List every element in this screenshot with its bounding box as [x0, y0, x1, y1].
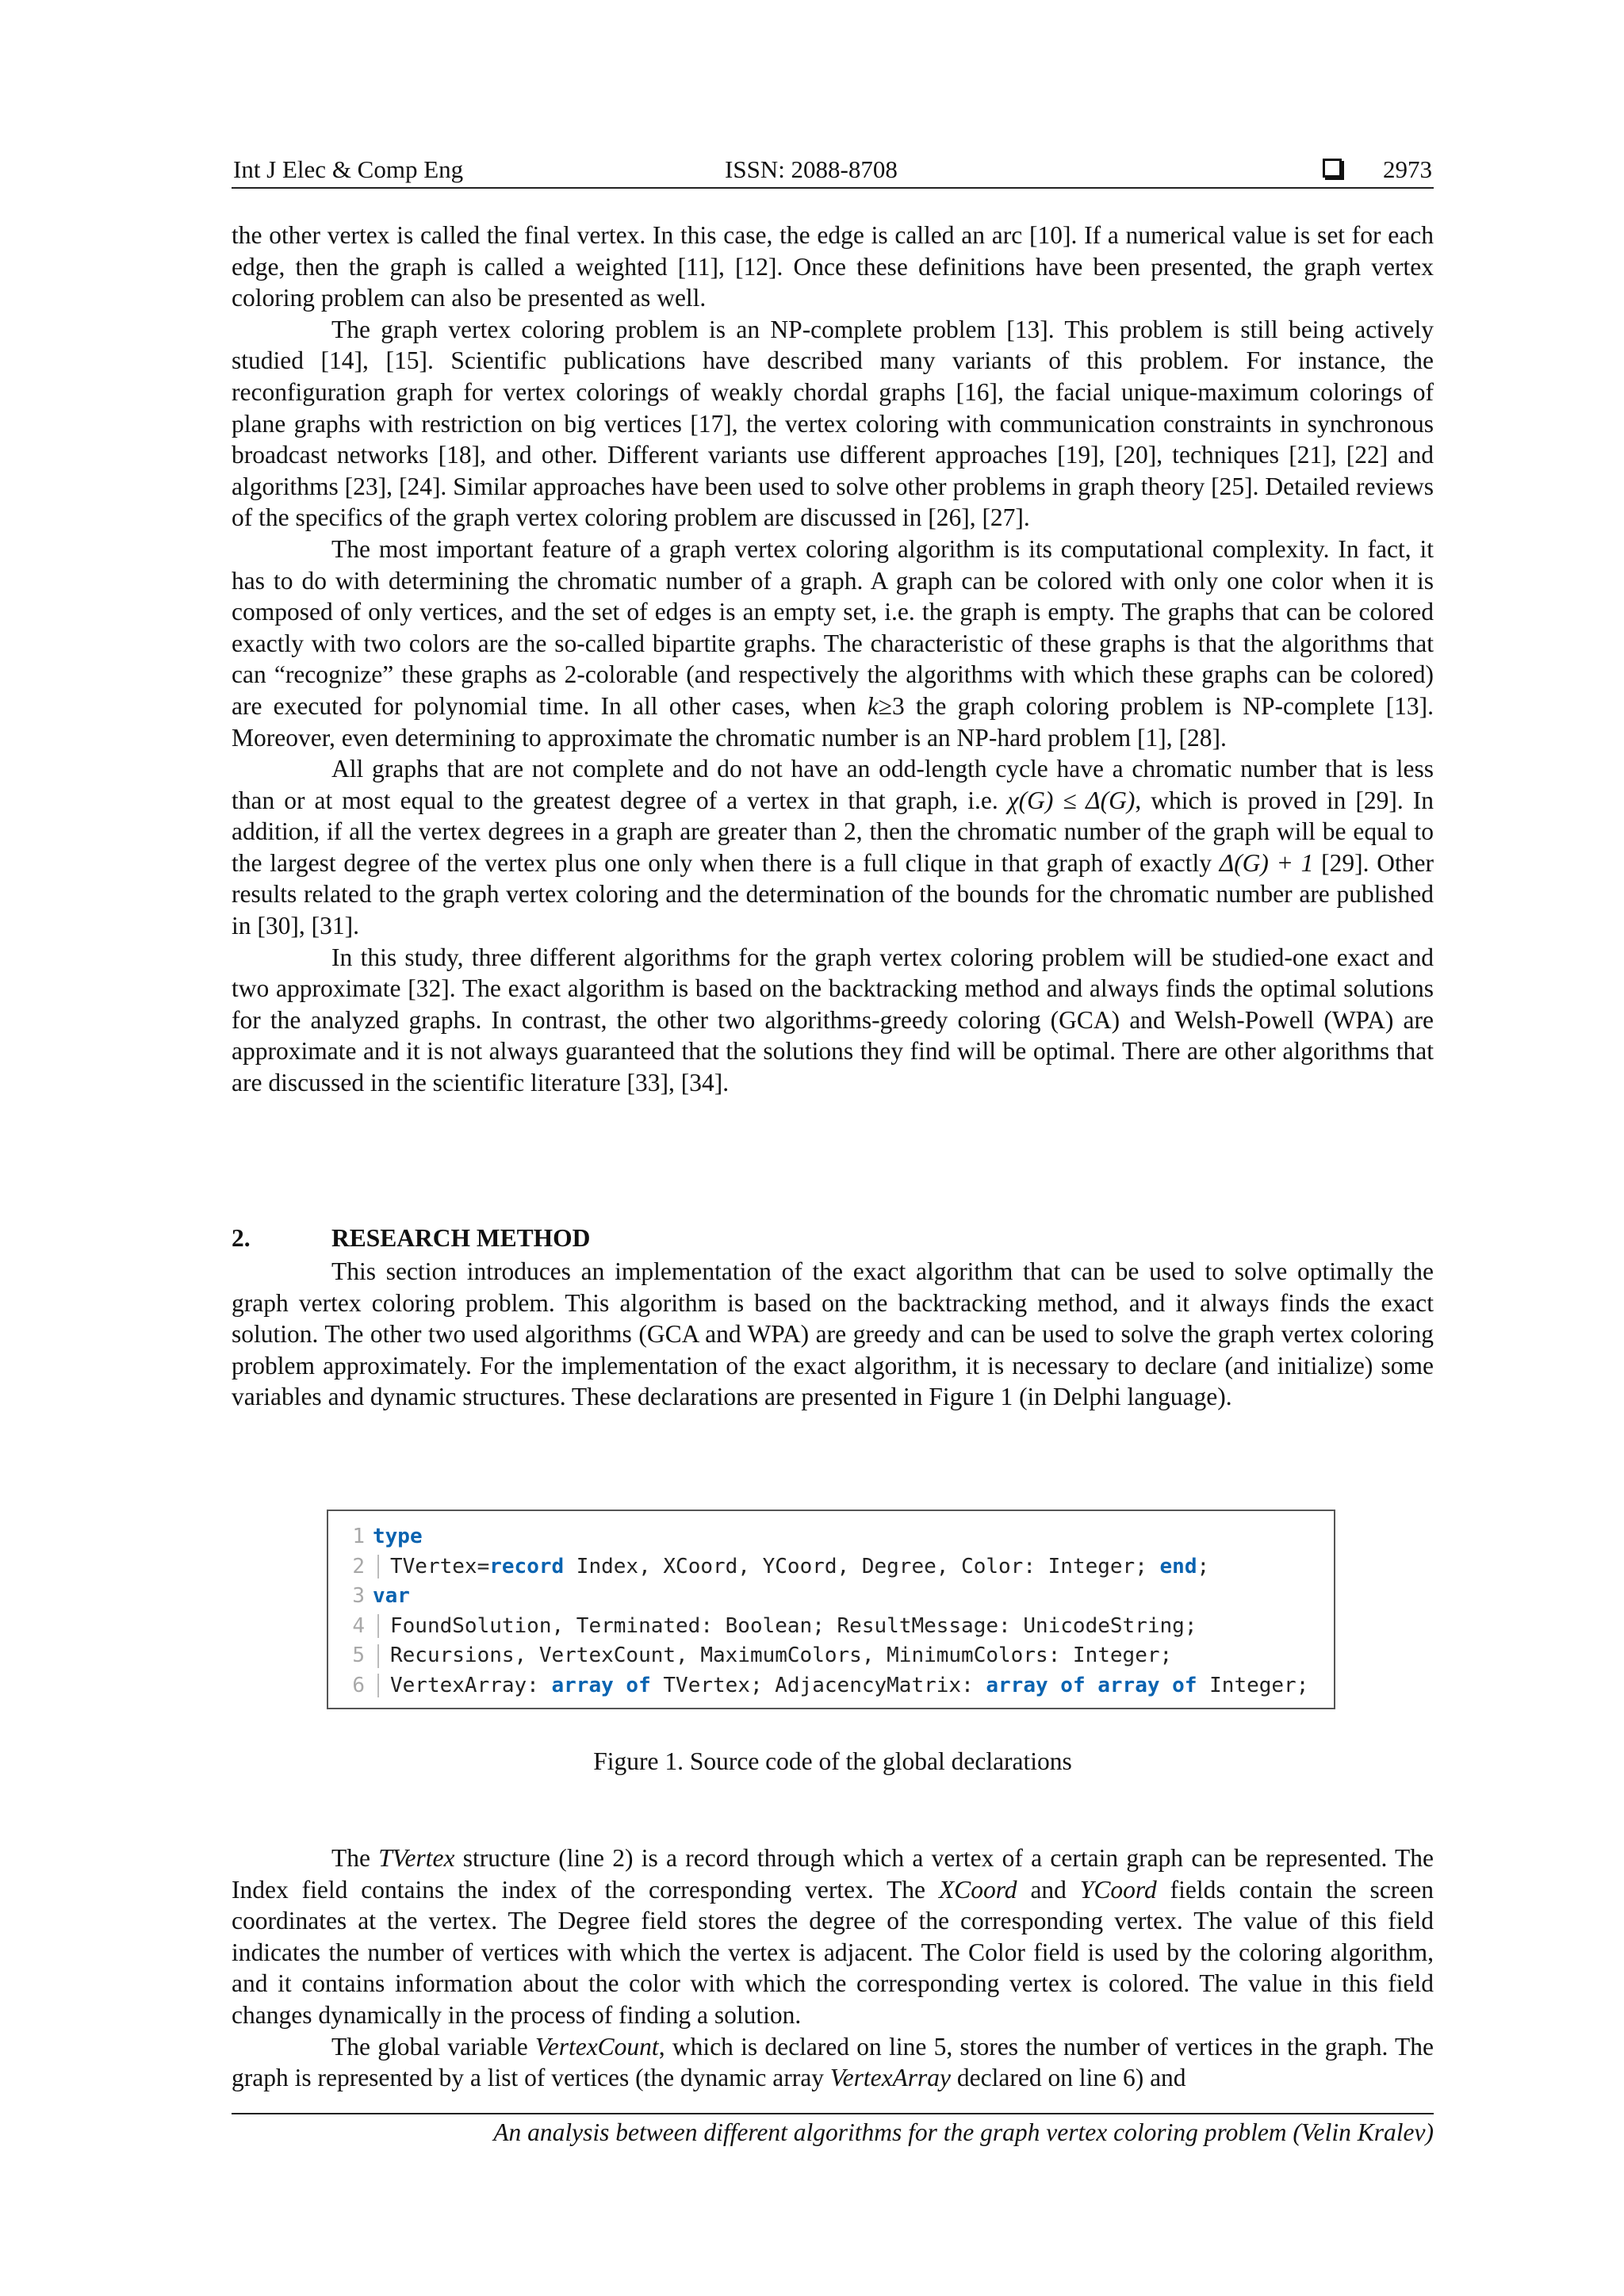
checkbox-square-icon [1323, 159, 1342, 178]
paragraph: The global variable VertexCount, which is declared on line 5, stores the number of vertices in the graph. The graph is represented by a list of vertices (the dynamic array VertexArray declared on line 6) and [232, 2032, 1434, 2092]
research-method-text [232, 1256, 1434, 1413]
code-explanation-text [232, 1843, 1434, 2094]
code-line-3: 3 var [352, 1584, 410, 1608]
running-header [232, 152, 1434, 189]
variable-k: k [867, 691, 879, 720]
footer-rule [232, 2113, 1434, 2114]
running-footer: An analysis between different algorithms for the graph vertex coloring problem (Velin Kralev) [493, 2118, 1434, 2146]
code-line-4: 4 FoundSolution, Terminated: Boolean; ResultMessage: UnicodeString; [352, 1613, 1197, 1638]
page-number: 2973 [1383, 155, 1432, 183]
paragraph: the other vertex is called the final vertex. In this case, the edge is called an arc [10]. If a numerical value is set for each edge, then the graph is called a weighted [11], [12]. Once these definitions have been presented, the graph vertex coloring problem can also be presented as well. [232, 221, 1434, 312]
issn: ISSN: 2088-8708 [725, 155, 898, 183]
section-title: RESEARCH METHOD [331, 1224, 591, 1252]
figure-caption: Figure 1. Source code of the global declarations [593, 1747, 1072, 1775]
code-line-2: 2 TVertex=record Index, XCoord, YCoord, Degree, Color: Integer; end; [352, 1554, 1210, 1578]
section-number: 2. [232, 1224, 251, 1252]
code-line-6: 6 VertexArray: array of TVertex; AdjacencyMatrix: array of array of Integer; [352, 1673, 1309, 1697]
paragraph: This section introduces an implementation of the exact algorithm that can be used to solve optimally the graph vertex coloring problem. This algorithm is based on the backtracking method, and it always finds the exact solution. The other two used algorithms (GCA and WPA) are greedy and can be used to solve the graph vertex coloring problem approximately. For the implementation of the exact algorithm, it is necessary to declare (and initialize) some variables and dynamic structures. These declarations are presented in Figure 1 (in Delphi language). [232, 1257, 1434, 1411]
introduction-text [232, 220, 1434, 1099]
formula-chromatic-bound: χ(G) ≤ Δ(G) [1007, 786, 1136, 814]
code-line-5: 5 Recursions, VertexCount, MaximumColors, MinimumColors: Integer; [352, 1644, 1173, 1667]
paragraph: All graphs that are not complete and do not have an odd-length cycle have a chromatic number that is less than or at most equal to the greatest degree of a vertex in that graph, i.e. χ(G) ≤ Δ(G), which is proved in [29]. In addition, if all the vertex degrees in a graph are greater than 2, then the chromatic number of the graph will be equal to the largest degree of the vertex plus one only when there is a full clique in that graph of exactly Δ(G) + 1 [29]. Other results related to the graph vertex coloring and the determination of the bounds for the chromatic number are published in [30], [31]. [232, 755, 1434, 940]
journal-name: Int J Elec & Comp Eng [233, 155, 464, 183]
paragraph: The most important feature of a graph vertex coloring algorithm is its computational complexity. In fact, it has to do with determining the chromatic number of a graph. A graph can be colored with only one color when it is composed of only vertices, and the set of edges is an empty set, i.e. the graph is empty. The graphs that can be colored exactly with two colors are the so-called bipartite graphs. The characteristic of these graphs is that the algorithms that can “recognize” these graphs as 2-colorable (and respectively the algorithms with which these graphs can be colored) are executed for polynomial time. In all other cases, when k≥3 the graph coloring problem is NP-complete [13]. Moreover, even determining to approximate the chromatic number is an NP-hard problem [1], [28]. [232, 534, 1434, 752]
paragraph: The graph vertex coloring problem is an NP-complete problem [13]. This problem is still being actively studied [14], [15]. Scientific publications have described many variants of this problem. For instance, the reconfiguration graph for vertex colorings of weakly chordal graphs [16], the facial unique-maximum colorings of plane graphs with restriction on big vertices [17], the vertex coloring with communication constraints in synchronous broadcast networks [18], and other. Different variants use different approaches [19], [20], techniques [21], [22] and algorithms [23], [24]. Similar approaches have been used to solve other problems in graph theory [25]. Detailed reviews of the specifics of the graph vertex coloring problem are discussed in [26], [27]. [232, 315, 1434, 532]
code-listing [327, 1510, 1335, 1709]
formula-clique-size: Δ(G) + 1 [1219, 848, 1314, 877]
code-line-1: 1 type [352, 1525, 423, 1548]
section-heading [232, 1224, 590, 1253]
paragraph: The TVertex structure (line 2) is a record through which a vertex of a certain graph can be represented. The Index field contains the index of the corresponding vertex. The XCoord and YCoord fields contain the screen coordinates at the vertex. The Degree field stores the degree of the corresponding vertex. The value of this field indicates the number of vertices with which the vertex is adjacent. The Color field is used by the coloring algorithm, and it contains information about the color with which the corresponding vertex is colored. The value in this field changes dynamically in the process of finding a solution. [232, 1844, 1434, 2029]
paragraph: In this study, three different algorithms for the graph vertex coloring problem will be studied-one exact and two approximate [32]. The exact algorithm is based on the backtracking method and always finds the optimal solutions for the analyzed graphs. In contrast, the other two algorithms-greedy coloring (GCA) and Welsh-Powell (WPA) are approximate and it is not always guaranteed that the solutions they find will be optimal. There are other algorithms that are discussed in the scientific literature [33], [34]. [232, 943, 1434, 1097]
